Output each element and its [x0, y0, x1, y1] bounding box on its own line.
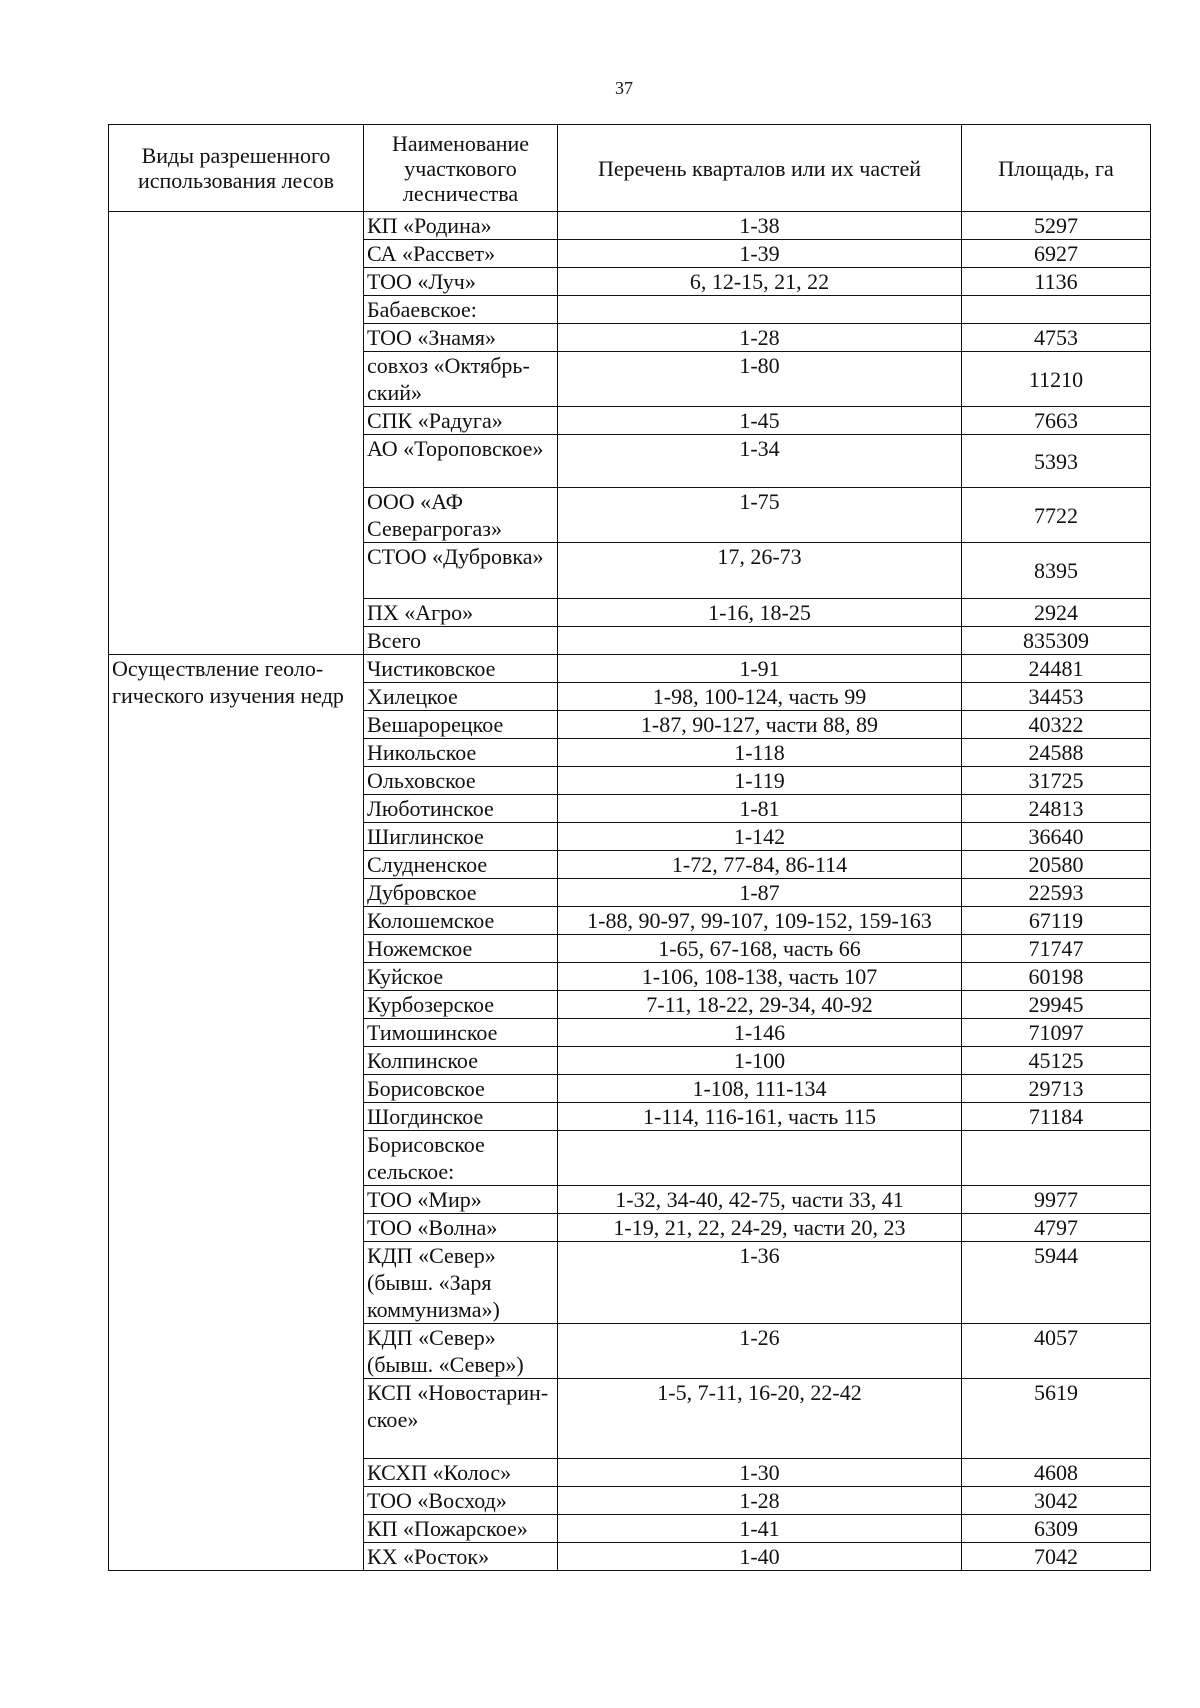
cell-area: 29945	[962, 991, 1151, 1019]
cell-area: 45125	[962, 1047, 1151, 1075]
cell-quarters: 1-30	[558, 1459, 962, 1487]
cell-quarters: 1-118	[558, 739, 962, 767]
cell-area: 20580	[962, 851, 1151, 879]
cell-area: 7663	[962, 407, 1151, 435]
cell-quarters: 1-146	[558, 1019, 962, 1047]
cell-quarters: 1-100	[558, 1047, 962, 1075]
cell-forestry-name: совхоз «Октябрь-ский»	[364, 352, 558, 407]
cell-forestry-name: АО «Тороповское»	[364, 435, 558, 488]
cell-quarters	[558, 1131, 962, 1186]
cell-area: 24588	[962, 739, 1151, 767]
cell-forestry-name: Ольховское	[364, 767, 558, 795]
cell-area: 71747	[962, 935, 1151, 963]
cell-forestry-name: Бабаевское:	[364, 296, 558, 324]
cell-area: 24481	[962, 655, 1151, 683]
cell-forestry-name: КСП «Новостарин-ское»	[364, 1379, 558, 1459]
cell-use-kind	[109, 212, 364, 655]
cell-quarters: 7-11, 18-22, 29-34, 40-92	[558, 991, 962, 1019]
cell-forestry-name: КДП «Север» (бывш. «Заря коммунизма»)	[364, 1242, 558, 1324]
cell-quarters: 1-16, 18-25	[558, 599, 962, 627]
cell-forestry-name: Шогдинское	[364, 1103, 558, 1131]
cell-area: 71097	[962, 1019, 1151, 1047]
cell-area: 6309	[962, 1515, 1151, 1543]
cell-quarters: 1-75	[558, 488, 962, 543]
cell-forestry-name: Никольское	[364, 739, 558, 767]
table-row	[109, 212, 1151, 240]
cell-area: 31725	[962, 767, 1151, 795]
cell-forestry-name: Дубровское	[364, 879, 558, 907]
forest-use-table	[108, 124, 1151, 1571]
cell-forestry-name: ТОО «Восход»	[364, 1487, 558, 1515]
cell-quarters: 1-38	[558, 212, 962, 240]
cell-forestry-name: СТОО «Дубровка»	[364, 543, 558, 599]
cell-use-kind: Осуществление геоло-гического изучения недр	[109, 655, 364, 1571]
cell-area: 24813	[962, 795, 1151, 823]
cell-quarters: 17, 26-73	[558, 543, 962, 599]
cell-forestry-name: ТОО «Луч»	[364, 268, 558, 296]
header-forestry: Наименование участкового лесничества	[364, 125, 558, 212]
cell-forestry-name: Борисовское сельское:	[364, 1131, 558, 1186]
cell-forestry-name: Колпинское	[364, 1047, 558, 1075]
cell-area	[962, 296, 1151, 324]
cell-area: 5944	[962, 1242, 1151, 1324]
table-body	[109, 212, 1151, 1571]
header-area: Площадь, га	[962, 125, 1151, 212]
cell-forestry-name: Вешарорецкое	[364, 711, 558, 739]
cell-quarters: 1-98, 100-124, часть 99	[558, 683, 962, 711]
cell-area: 60198	[962, 963, 1151, 991]
cell-quarters: 1-39	[558, 240, 962, 268]
cell-forestry-name: Борисовское	[364, 1075, 558, 1103]
cell-quarters: 1-91	[558, 655, 962, 683]
cell-area: 5393	[962, 435, 1151, 488]
cell-quarters: 1-87	[558, 879, 962, 907]
cell-quarters: 1-36	[558, 1242, 962, 1324]
cell-forestry-name: Колошемское	[364, 907, 558, 935]
cell-area: 4797	[962, 1214, 1151, 1242]
cell-quarters: 1-5, 7-11, 16-20, 22-42	[558, 1379, 962, 1459]
cell-quarters: 1-26	[558, 1324, 962, 1379]
cell-area: 2924	[962, 599, 1151, 627]
cell-forestry-name: СПК «Радуга»	[364, 407, 558, 435]
cell-forestry-name: Ножемское	[364, 935, 558, 963]
cell-area: 7042	[962, 1543, 1151, 1571]
cell-area: 29713	[962, 1075, 1151, 1103]
cell-forestry-name: Чистиковское	[364, 655, 558, 683]
cell-area: 9977	[962, 1186, 1151, 1214]
cell-forestry-name: ТОО «Волна»	[364, 1214, 558, 1242]
cell-quarters: 1-114, 116-161, часть 115	[558, 1103, 962, 1131]
cell-area: 4608	[962, 1459, 1151, 1487]
cell-quarters: 1-106, 108-138, часть 107	[558, 963, 962, 991]
cell-area: 40322	[962, 711, 1151, 739]
cell-area: 22593	[962, 879, 1151, 907]
table-row	[109, 655, 1151, 683]
page-number: 37	[615, 78, 633, 98]
cell-area: 67119	[962, 907, 1151, 935]
cell-forestry-name: ТОО «Знамя»	[364, 324, 558, 352]
cell-area: 4057	[962, 1324, 1151, 1379]
cell-area: 6927	[962, 240, 1151, 268]
cell-quarters: 1-88, 90-97, 99-107, 109-152, 159-163	[558, 907, 962, 935]
cell-forestry-name: Куйское	[364, 963, 558, 991]
cell-quarters: 1-45	[558, 407, 962, 435]
cell-area: 3042	[962, 1487, 1151, 1515]
cell-quarters: 1-28	[558, 1487, 962, 1515]
cell-quarters: 6, 12-15, 21, 22	[558, 268, 962, 296]
cell-area: 7722	[962, 488, 1151, 543]
cell-quarters: 1-80	[558, 352, 962, 407]
cell-forestry-name: Курбозерское	[364, 991, 558, 1019]
cell-forestry-name: КП «Пожарское»	[364, 1515, 558, 1543]
cell-quarters: 1-65, 67-168, часть 66	[558, 935, 962, 963]
cell-area: 11210	[962, 352, 1151, 407]
cell-area: 5619	[962, 1379, 1151, 1459]
cell-quarters: 1-87, 90-127, части 88, 89	[558, 711, 962, 739]
cell-quarters: 1-41	[558, 1515, 962, 1543]
cell-forestry-name: Шиглинское	[364, 823, 558, 851]
cell-forestry-name: КП «Родина»	[364, 212, 558, 240]
cell-quarters: 1-34	[558, 435, 962, 488]
cell-area: 71184	[962, 1103, 1151, 1131]
cell-forestry-name: Слудненское	[364, 851, 558, 879]
cell-area: 36640	[962, 823, 1151, 851]
cell-quarters	[558, 627, 962, 655]
header-kind: Виды разрешенного использования лесов	[109, 125, 364, 212]
cell-forestry-name: СА «Рассвет»	[364, 240, 558, 268]
cell-forestry-name: ПХ «Агро»	[364, 599, 558, 627]
cell-forestry-name: Люботинское	[364, 795, 558, 823]
cell-quarters: 1-81	[558, 795, 962, 823]
cell-forestry-name: КСХП «Колос»	[364, 1459, 558, 1487]
cell-forestry-name: КДП «Север» (бывш. «Север»)	[364, 1324, 558, 1379]
cell-area: 1136	[962, 268, 1151, 296]
cell-forestry-name: ТОО «Мир»	[364, 1186, 558, 1214]
cell-quarters: 1-142	[558, 823, 962, 851]
cell-area: 5297	[962, 212, 1151, 240]
cell-quarters: 1-40	[558, 1543, 962, 1571]
cell-forestry-name: Всего	[364, 627, 558, 655]
table-header-row	[109, 125, 1151, 212]
cell-quarters	[558, 296, 962, 324]
cell-quarters: 1-72, 77-84, 86-114	[558, 851, 962, 879]
cell-area: 4753	[962, 324, 1151, 352]
cell-forestry-name: ООО «АФ Северагрогаз»	[364, 488, 558, 543]
cell-quarters: 1-108, 111-134	[558, 1075, 962, 1103]
cell-area: 34453	[962, 683, 1151, 711]
cell-forestry-name: Хилецкое	[364, 683, 558, 711]
cell-quarters: 1-19, 21, 22, 24-29, части 20, 23	[558, 1214, 962, 1242]
cell-quarters: 1-32, 34-40, 42-75, части 33, 41	[558, 1186, 962, 1214]
cell-forestry-name: Тимошинское	[364, 1019, 558, 1047]
cell-area	[962, 1131, 1151, 1186]
cell-quarters: 1-119	[558, 767, 962, 795]
cell-forestry-name: КХ «Росток»	[364, 1543, 558, 1571]
cell-area: 8395	[962, 543, 1151, 599]
header-quarters: Перечень кварталов или их частей	[558, 125, 962, 212]
cell-area: 835309	[962, 627, 1151, 655]
cell-quarters: 1-28	[558, 324, 962, 352]
